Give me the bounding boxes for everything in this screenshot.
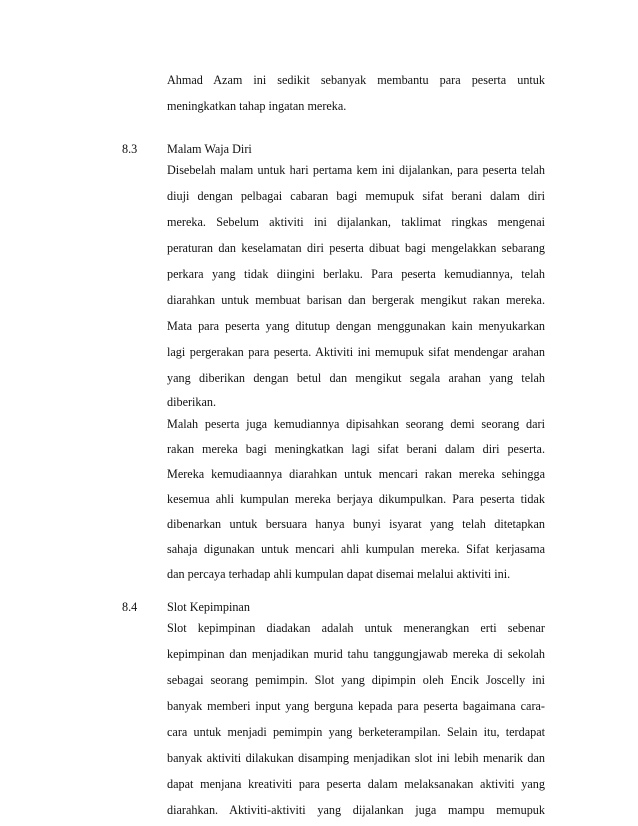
intro-line: meningkatkan tahap ingatan mereka. (167, 99, 347, 113)
paragraph-line: dan percaya terhadap ahli kumpulan dapat disemai melalui aktiviti ini. (167, 567, 511, 581)
paragraph-line: yang diberikan dengan betul dan mengikut segala arahan yang telah (167, 371, 545, 385)
paragraph-line: diarahkan untuk membuat barisan dan bergerak mengikut rakan mereka. (167, 293, 545, 307)
paragraph-line: sebagai seorang pemimpin. Slot yang dipimpin oleh Encik Joscelly ini (167, 673, 545, 687)
paragraph-line: Slot kepimpinan diadakan adalah untuk menerangkan erti sebenar (167, 621, 545, 635)
paragraph-line: Disebelah malam untuk hari pertama kem ini dijalankan, para peserta telah (167, 163, 545, 177)
paragraph-line: diuji dengan pelbagai cabaran bagi memupuk sifat berani dalam diri (167, 189, 545, 203)
section-number: 8.4 (122, 600, 138, 614)
paragraph-line: cara untuk menjadi pemimpin yang berketerampilan. Selain itu, terdapat (167, 725, 545, 739)
section-heading: Malam Waja Diri (167, 142, 252, 156)
paragraph-line: perkara yang tidak diingini berlaku. Para peserta kemudiannya, telah (167, 267, 545, 281)
paragraph-line: sahaja digunakan untuk mencari ahli kumpulan mereka. Sifat kerjasama (167, 542, 545, 556)
paragraph-line: peraturan dan keselamatan diri peserta dibuat bagi mengelakkan sebarang (167, 241, 545, 255)
paragraph-line: Malah peserta juga kemudiannya dipisahkan seorang demi seorang dari (167, 417, 545, 431)
paragraph-line: rakan mereka bagi meningkatkan lagi sifat berani dalam diri peserta. (167, 442, 545, 456)
paragraph-line: lagi pergerakan para peserta. Aktiviti ini memupuk sifat mendengar arahan (167, 345, 545, 359)
paragraph-line: Mata para peserta yang ditutup dengan menggunakan kain menyukarkan (167, 319, 545, 333)
section-heading: Slot Kepimpinan (167, 600, 250, 614)
section-number: 8.3 (122, 142, 138, 156)
paragraph-line: banyak aktiviti dilakukan disamping menjadikan slot ini lebih menarik dan (167, 751, 545, 765)
paragraph-line: mereka. Sebelum aktiviti ini dijalankan, taklimat ringkas mengenai (167, 215, 545, 229)
paragraph-line: kesemua ahli kumpulan mereka berjaya dikumpulkan. Para peserta tidak (167, 492, 545, 506)
paragraph-line: banyak memberi input yang berguna kepada para peserta bagaimana cara- (167, 699, 545, 713)
paragraph-line: diberikan. (167, 395, 217, 409)
paragraph-line: kepimpinan dan menjadikan murid tahu tanggungjawab mereka di sekolah (167, 647, 545, 661)
paragraph-line: dapat menjana kreativiti para peserta dalam melaksanakan aktiviti yang (167, 777, 545, 791)
paragraph-line: diarahkan. Aktiviti-aktiviti yang dijalankan juga mampu memupuk (167, 803, 545, 817)
intro-line: Ahmad Azam ini sedikit sebanyak membantu para peserta untuk (167, 73, 545, 87)
paragraph-line: dibenarkan untuk bersuara hanya bunyi isyarat yang telah ditetapkan (167, 517, 545, 531)
paragraph-line: Mereka kemudiaannya diarahkan untuk mencari rakan mereka sehingga (167, 467, 545, 481)
